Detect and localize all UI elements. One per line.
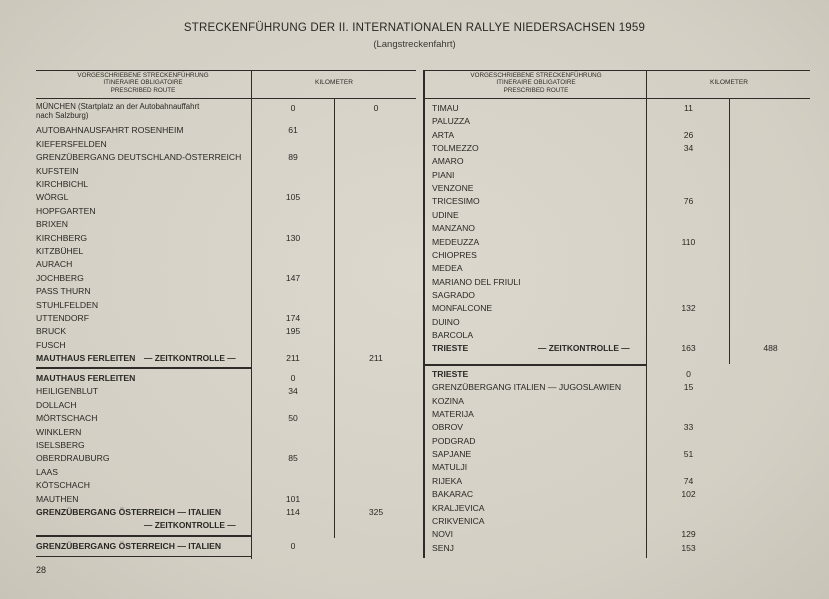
left-route-header <box>36 72 250 94</box>
route-place: WÖRGL <box>36 192 69 203</box>
route-row <box>36 519 416 532</box>
time-control-label: — ZEITKONTROLLE — <box>144 353 236 364</box>
page-title: STRECKENFÜHRUNG DER II. INTERNATIONALEN RALLYE NIEDERSACHSEN 1959 <box>183 22 646 34</box>
page-number: 28 <box>36 565 47 575</box>
route-row <box>36 165 416 178</box>
route-row <box>36 399 416 412</box>
route-km: 132 <box>681 303 696 314</box>
route-place: TRICESIMO <box>432 196 480 207</box>
route-place: LAAS <box>36 466 58 477</box>
route-km: 50 <box>288 413 298 424</box>
route-place: KIRCHBERG <box>36 232 88 243</box>
route-row <box>432 182 810 195</box>
route-row <box>432 262 810 275</box>
route-row <box>432 528 810 541</box>
route-row <box>36 466 416 479</box>
route-km: 34 <box>683 143 694 154</box>
route-place: UDINE <box>432 209 459 220</box>
route-place: MÖRTSCHACH <box>36 413 98 424</box>
left-header-rule <box>36 98 416 99</box>
route-row <box>432 209 810 222</box>
route-row <box>36 285 416 298</box>
route-place: BRUCK <box>36 326 67 337</box>
route-place: PIANI <box>432 169 455 180</box>
route-km: 102 <box>681 489 696 500</box>
route-km: 105 <box>285 192 301 203</box>
route-row <box>432 249 810 262</box>
route-row <box>432 236 810 249</box>
route-place: CRIKVENICA <box>432 515 485 526</box>
route-place: PASS THURN <box>36 286 91 297</box>
route-row <box>36 372 416 385</box>
route-km: 11 <box>684 103 693 113</box>
route-place: HEILIGENBLUT <box>36 386 99 397</box>
route-row <box>36 352 416 365</box>
route-row <box>432 381 810 394</box>
route-header-line-de: VORGESCHRIEBENE STRECKENFÜHRUNG <box>470 72 602 79</box>
route-row <box>36 218 416 231</box>
route-km: 101 <box>285 493 301 504</box>
left-km-header: KILOMETER <box>314 79 354 86</box>
route-km: 0 <box>290 373 296 383</box>
left-section-rule-1 <box>36 367 251 369</box>
route-place: SAGRADO <box>432 289 475 300</box>
route-row <box>432 542 810 555</box>
route-total-km: 211 <box>369 353 383 364</box>
route-km: 0 <box>686 369 691 379</box>
route-row <box>432 316 810 329</box>
route-place: GRENZÜBERGANG ÖSTERREICH — ITALIEN <box>36 507 222 517</box>
route-km: 76 <box>683 196 694 207</box>
route-row <box>432 515 810 528</box>
route-row <box>432 421 810 434</box>
route-place: BRIXEN <box>36 219 68 230</box>
route-row <box>432 289 810 302</box>
route-place: MÜNCHEN (Startplatz an der Autobahnauffahrt <box>36 102 200 111</box>
route-row <box>36 232 416 245</box>
route-place: HOPFGARTEN <box>36 205 96 216</box>
route-row <box>432 195 810 208</box>
route-place: MAUTHEN <box>36 493 79 504</box>
route-row <box>432 461 810 474</box>
route-place: GRENZÜBERGANG DEUTSCHLAND-ÖSTERREICH <box>36 152 242 163</box>
route-header-line-fr: ITINERAIRE OBLIGATOIRE <box>103 79 183 87</box>
route-row <box>432 502 810 515</box>
route-place: MEDEA <box>432 263 463 274</box>
route-row <box>36 299 416 312</box>
time-control-label: — ZEITKONTROLLE — <box>538 343 630 354</box>
route-place: AURACH <box>36 259 73 270</box>
page-subtitle: (Langstreckenfahrt) <box>373 39 456 50</box>
route-row <box>36 506 416 519</box>
route-km: 211 <box>286 353 300 364</box>
route-place: KITZBÜHEL <box>36 246 84 256</box>
route-row <box>432 488 810 501</box>
route-place: STUHLFELDEN <box>36 299 99 310</box>
route-total-km: 488 <box>763 343 778 354</box>
route-row <box>36 258 416 271</box>
route-row <box>432 142 810 155</box>
route-place: SAPJANE <box>432 449 472 460</box>
route-place: UTTENDORF <box>36 313 89 323</box>
right-left-border <box>423 70 425 558</box>
route-row <box>432 435 810 448</box>
route-row <box>36 540 416 553</box>
route-row <box>432 302 810 315</box>
route-place: KRALJEVICA <box>432 502 485 513</box>
right-km-header: KILOMETER <box>709 79 749 86</box>
route-place: OBROV <box>432 422 464 433</box>
route-place: KÖTSCHACH <box>36 480 90 491</box>
route-header-line-fr: ITINERAIRE OBLIGATOIRE <box>496 79 576 87</box>
route-place: DOLLACH <box>36 399 77 410</box>
route-km: 61 <box>288 125 298 136</box>
route-km: 51 <box>683 449 694 460</box>
route-place: BARCOLA <box>432 329 474 340</box>
route-place: KUFSTEIN <box>36 165 79 176</box>
route-km: 147 <box>285 272 301 283</box>
route-place: TRIESTE <box>432 343 469 354</box>
route-total-km: 325 <box>368 507 384 517</box>
route-km: 114 <box>286 507 300 517</box>
route-row <box>36 412 416 425</box>
route-place: TIMAU <box>432 103 459 113</box>
route-row <box>36 479 416 492</box>
route-row <box>36 493 416 506</box>
route-row <box>36 426 416 439</box>
route-row <box>432 102 810 115</box>
route-row <box>36 124 416 137</box>
route-row <box>432 395 810 408</box>
route-place: MANZANO <box>432 223 475 234</box>
route-header-line-de: VORGESCHRIEBENE STRECKENFÜHRUNG <box>77 72 209 79</box>
route-place-continued: nach Salzburg) <box>36 111 89 120</box>
route-place: VENZONE <box>432 183 474 194</box>
route-km: 26 <box>683 129 694 140</box>
route-place: JOCHBERG <box>36 272 84 283</box>
right-top-rule <box>424 70 810 71</box>
route-row <box>432 276 810 289</box>
route-place: GRENZÜBERGANG ITALIEN — JUGOSLAWIEN <box>432 382 622 393</box>
route-row <box>36 191 416 204</box>
route-place: MAUTHAUS FERLEITEN <box>36 373 136 383</box>
right-section-rule-1 <box>424 364 646 366</box>
route-row <box>36 385 416 398</box>
route-row <box>36 178 416 191</box>
route-place: MONFALCONE <box>432 303 493 314</box>
route-place: GRENZÜBERGANG ÖSTERREICH — ITALIEN <box>36 541 222 551</box>
route-km: 0 <box>290 103 296 113</box>
route-km: 195 <box>285 326 301 337</box>
route-row <box>36 325 416 338</box>
route-row <box>432 169 810 182</box>
route-place: ISELSBERG <box>36 440 85 450</box>
route-row <box>432 368 810 381</box>
route-km: 163 <box>681 343 696 354</box>
route-row <box>432 129 810 142</box>
route-place: DUINO <box>432 316 460 327</box>
route-place: RIJEKA <box>432 475 463 486</box>
route-km: 34 <box>288 386 298 397</box>
route-place: OBERDRAUBURG <box>36 453 110 464</box>
route-row <box>432 115 810 128</box>
route-row <box>36 138 416 151</box>
route-place: KIRCHBICHL <box>36 179 89 189</box>
route-row <box>36 102 416 120</box>
route-place: MAUTHAUS FERLEITEN <box>36 353 136 364</box>
route-place: AMARO <box>432 156 464 167</box>
route-header-line-en: PRESCRIBED ROUTE <box>110 86 176 94</box>
route-km: 85 <box>288 453 298 464</box>
left-section-rule-2 <box>36 535 251 537</box>
route-km: 153 <box>681 542 696 553</box>
route-place: BAKARAC <box>432 489 474 500</box>
route-row <box>36 245 416 258</box>
right-header-rule <box>424 98 810 99</box>
route-row <box>36 439 416 452</box>
route-km: 0 <box>290 541 296 551</box>
route-place: AUTOBAHNAUSFAHRT ROSENHEIM <box>36 125 184 136</box>
route-km: 110 <box>681 236 696 247</box>
route-row <box>36 339 416 352</box>
route-place: PALUZZA <box>432 116 471 127</box>
route-place: TOLMEZZO <box>432 143 479 154</box>
route-place: MARIANO DEL FRIULI <box>432 276 521 287</box>
route-row <box>36 312 416 325</box>
time-control-label: — ZEITKONTROLLE — <box>144 520 236 531</box>
route-row <box>432 329 810 342</box>
route-km: 89 <box>288 152 298 163</box>
route-km: 15 <box>683 382 694 393</box>
route-place: MEDEUZZA <box>432 236 480 247</box>
right-route-header <box>426 72 646 94</box>
left-top-rule <box>36 70 416 71</box>
route-row <box>432 222 810 235</box>
route-km: 129 <box>681 529 696 540</box>
route-place: WINKLERN <box>36 426 82 437</box>
route-km: 74 <box>683 475 694 486</box>
route-row <box>36 205 416 218</box>
route-place: TRIESTE <box>432 369 469 379</box>
route-row <box>36 272 416 285</box>
left-bottom-rule <box>36 556 251 557</box>
route-place: NOVI <box>432 529 454 540</box>
route-place: MATULJI <box>432 462 468 473</box>
route-place: MATERIJA <box>432 409 474 420</box>
route-total-km: 0 <box>373 103 379 113</box>
route-row <box>36 151 416 164</box>
route-place: PODGRAD <box>432 435 476 446</box>
route-place: SENJ <box>432 542 454 553</box>
route-km: 174 <box>285 313 301 323</box>
route-row <box>432 408 810 421</box>
route-place: FUSCH <box>36 339 66 350</box>
route-row <box>432 475 810 488</box>
route-place: ARTA <box>432 129 455 140</box>
route-header-line-en: PRESCRIBED ROUTE <box>503 86 569 94</box>
route-row <box>432 342 810 355</box>
route-row <box>432 448 810 461</box>
route-place: CHIOPRES <box>432 249 477 260</box>
route-row <box>432 155 810 168</box>
route-km: 33 <box>683 422 694 433</box>
route-row <box>36 452 416 465</box>
route-place: KIEFERSFELDEN <box>36 138 107 149</box>
route-place: KOZINA <box>432 395 464 406</box>
route-km: 130 <box>285 232 301 243</box>
